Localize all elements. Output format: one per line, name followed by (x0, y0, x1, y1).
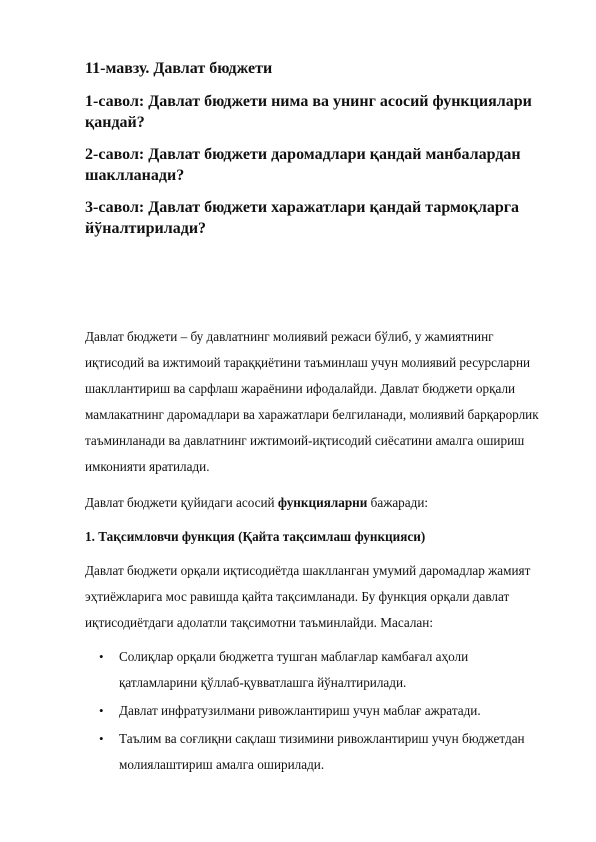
list-item-text: Давлат инфратузилмани ривожлантириш учун маблағ ажратади. (119, 703, 481, 718)
question-2: 2-савол: Давлат бюджети даромадлари қандай манбалардан шаклланади? (85, 146, 521, 184)
list-item (85, 698, 545, 724)
distribution-paragraph: Давлат бюджети орқали иқтисодиётда шаклланган умумий даромадлар жамият эҳтиёжларига мос равишда қайта тақсимланади. Бу функция орқали давлат иқтисодиётдаги адолатли тақсимотни таъминлайди. Масалан: (85, 563, 531, 630)
bullet-icon: • (99, 731, 104, 746)
bullet-icon: • (99, 649, 104, 664)
topic-title: 11-мавзу. Давлат бюджети (85, 60, 273, 77)
question-3: 3-савол: Давлат бюджети харажатлари қандай тармоқларга йўналтирилади? (85, 199, 520, 237)
example-list (85, 644, 545, 778)
functions-sentence-start: Давлат бюджети қуйидаги асосий (85, 495, 278, 510)
list-item-text: Таълим ва соғлиқни сақлаш тизимини ривожлантириш учун бюджетдан молиялаштириш амалга оширилади. (119, 731, 525, 772)
functions-keyword: функцияларни (277, 495, 368, 510)
list-item (85, 726, 545, 778)
list-item-text: Солиқлар орқали бюджетга тушган маблағлар камбағал аҳоли қатламларини қўллаб-қувватлашга йўналтирилади. (119, 649, 469, 690)
blank-space (85, 250, 545, 324)
bullet-icon: • (99, 703, 104, 718)
intro-paragraph: Давлат бюджети – бу давлатнинг молиявий режаси бўлиб, у жамиятнинг иқтисодий ва ижтимоий тараққиётини таъминлаш учун молиявий ресурсларни шакллантириш ва сарфлаш жараёнини ифодалайди. Давлат бюджети орқали мамлакатнинг даромадлари ва харажатлари белгиланади, молиявий барқарорлик таъминланади ва давлатнинг ижтимоий-иқтисодий сиёсатини амалга ошириш имконияти яратилади. (85, 329, 539, 474)
list-item (85, 644, 545, 696)
functions-sentence-end: бажаради: (367, 495, 429, 510)
document-page (85, 58, 545, 780)
functions-sentence (85, 490, 545, 516)
question-1: 1-савол: Давлат бюджети нима ва унинг асосий функциялари қандай? (85, 93, 532, 131)
subheading-distribution-function: 1. Тақсимловчи функция (Қайта тақсимлаш функцияси) (85, 529, 426, 544)
